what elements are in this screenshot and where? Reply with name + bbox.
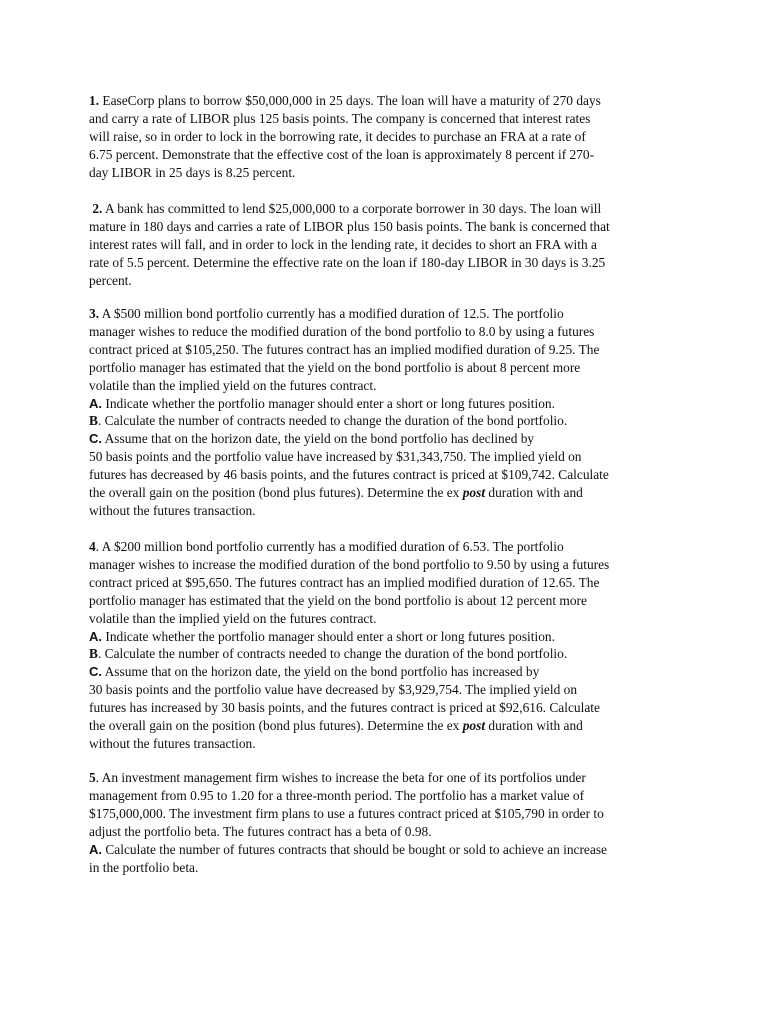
question-line: manager wishes to increase the modified duration of the bond portfolio to 9.50 by using a futures bbox=[89, 556, 610, 572]
question-line: volatile than the implied yield on the futures contract. bbox=[89, 610, 377, 626]
question-line: 6.75 percent. Demonstrate that the effective cost of the loan is approximately 8 percent if 270- bbox=[89, 146, 595, 162]
question-line: portfolio manager has estimated that the yield on the bond portfolio is about 12 percent more bbox=[89, 592, 587, 608]
question-line: futures has decreased by 46 basis points, and the futures contract is priced at $109,742. Calculate bbox=[89, 467, 609, 483]
question-line: 4. A $200 million bond portfolio currently has a modified duration of 6.53. The portfolio bbox=[89, 539, 564, 554]
question-line: 30 basis points and the portfolio value have decreased by $3,929,754. The implied yield on bbox=[89, 682, 578, 698]
question-number: 4 bbox=[89, 539, 96, 554]
question-line: will raise, so in order to lock in the borrowing rate, it decides to purchase an FRA at a rate of bbox=[89, 128, 586, 144]
part-b: B. Calculate the number of contracts needed to change the duration of the bond portfolio. bbox=[89, 646, 568, 662]
emphasis-post: post bbox=[462, 718, 486, 734]
part-label: B bbox=[89, 646, 98, 662]
question-line: without the futures transaction. bbox=[89, 735, 256, 751]
question-line: rate of 5.5 percent. Determine the effective rate on the loan if 180-day LIBOR in 30 days is 3.25 bbox=[89, 254, 606, 270]
part-label: C. bbox=[89, 664, 102, 680]
question-line: percent. bbox=[89, 272, 132, 288]
question-line: the overall gain on the position (bond plus futures). Determine the ex post duration with and bbox=[89, 485, 583, 501]
part-a: A. Indicate whether the portfolio manager should enter a short or long futures position. bbox=[89, 395, 555, 411]
part-label: C. bbox=[89, 431, 102, 447]
question-line: management from 0.95 to 1.20 for a three-month period. The portfolio has a market value of bbox=[89, 787, 585, 803]
part-label: A. bbox=[89, 395, 102, 411]
part-b: B. Calculate the number of contracts needed to change the duration of the bond portfolio. bbox=[89, 413, 568, 429]
question-4 bbox=[89, 538, 693, 753]
question-line: contract priced at $105,250. The futures contract has an implied modified duration of 9.25. The bbox=[89, 341, 600, 357]
question-1 bbox=[89, 92, 693, 182]
question-2 bbox=[89, 200, 693, 290]
question-line: $175,000,000. The investment firm plans to use a futures contract priced at $105,790 in order to bbox=[89, 805, 604, 821]
part-label: A. bbox=[89, 841, 102, 857]
emphasis-post: post bbox=[462, 485, 486, 501]
question-line: manager wishes to reduce the modified duration of the bond portfolio to 8.0 by using a futures bbox=[89, 323, 595, 339]
question-line: 2. A bank has committed to lend $25,000,000 to a corporate borrower in 30 days. The loan will bbox=[92, 201, 602, 216]
question-number: 1. bbox=[89, 93, 100, 108]
question-3 bbox=[89, 305, 693, 520]
part-label: B bbox=[89, 413, 98, 429]
question-line: in the portfolio beta. bbox=[89, 859, 199, 875]
part-label: A. bbox=[89, 628, 102, 644]
question-line: 3. A $500 million bond portfolio currently has a modified duration of 12.5. The portfolio bbox=[89, 306, 564, 321]
question-line: 5. An investment management firm wishes to increase the beta for one of its portfolios under bbox=[89, 770, 586, 785]
question-line: 50 basis points and the portfolio value have increased by $31,343,750. The implied yield on bbox=[89, 449, 582, 465]
part-c: C. Assume that on the horizon date, the yield on the bond portfolio has increased by bbox=[89, 664, 540, 680]
part-a: A. Indicate whether the portfolio manager should enter a short or long futures position. bbox=[89, 628, 555, 644]
question-line: mature in 180 days and carries a rate of LIBOR plus 150 basis points. The bank is concerned that bbox=[89, 218, 610, 234]
question-line: futures has increased by 30 basis points, and the futures contract is priced at $92,616. Calculate bbox=[89, 700, 600, 716]
question-line: adjust the portfolio beta. The futures contract has a beta of 0.98. bbox=[89, 823, 432, 839]
question-line: portfolio manager has estimated that the yield on the bond portfolio is about 8 percent more bbox=[89, 359, 581, 375]
question-number: 5 bbox=[89, 770, 96, 785]
question-line: volatile than the implied yield on the futures contract. bbox=[89, 377, 377, 393]
part-a: A. Calculate the number of futures contracts that should be bought or sold to achieve an increase bbox=[89, 841, 607, 857]
question-line: and carry a rate of LIBOR plus 125 basis points. The company is concerned that interest rates bbox=[89, 110, 591, 126]
question-line: contract priced at $95,650. The futures contract has an implied modified duration of 12.65. The bbox=[89, 574, 600, 590]
question-number: 2. bbox=[92, 201, 103, 216]
question-line: without the futures transaction. bbox=[89, 502, 256, 518]
question-line: the overall gain on the position (bond plus futures). Determine the ex post duration with and bbox=[89, 718, 583, 734]
question-line: interest rates will fall, and in order to lock in the lending rate, it decides to short an FRA with a bbox=[89, 236, 597, 252]
question-number: 3. bbox=[89, 306, 100, 321]
question-5 bbox=[89, 769, 693, 876]
part-c: C. Assume that on the horizon date, the yield on the bond portfolio has declined by bbox=[89, 431, 535, 447]
question-line: day LIBOR in 25 days is 8.25 percent. bbox=[89, 164, 296, 180]
question-line: 1. EaseCorp plans to borrow $50,000,000 in 25 days. The loan will have a maturity of 270 days bbox=[89, 93, 601, 108]
